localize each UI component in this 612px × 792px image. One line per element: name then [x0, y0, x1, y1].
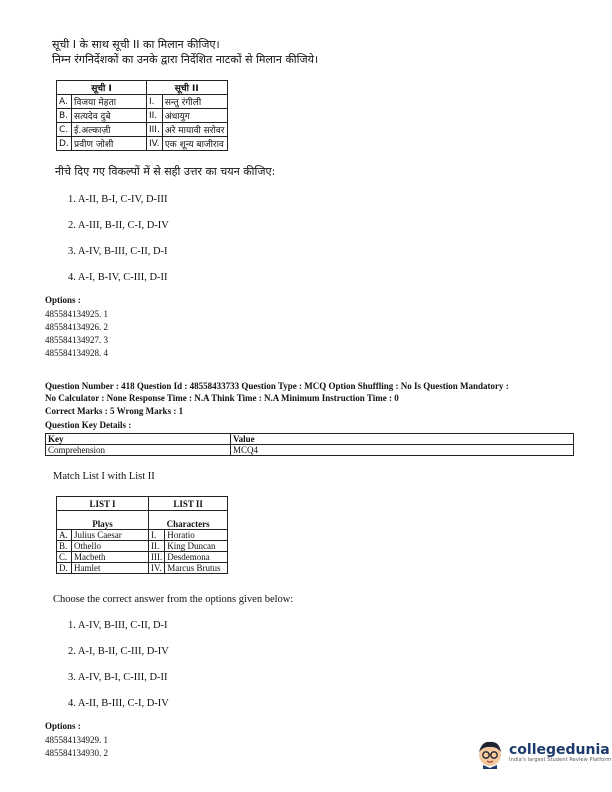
english-choice-1: 1. A-IV, B-III, C-II, D-I [68, 620, 168, 631]
table-row [57, 552, 228, 563]
row-code: A. [57, 95, 72, 109]
marks-line: Correct Marks : 5 Wrong Marks : 1 [45, 406, 184, 416]
list2-header: LIST II [149, 497, 228, 511]
table-header-row [46, 434, 574, 445]
key-value-table [45, 433, 574, 456]
key-cell: Comprehension [46, 445, 231, 456]
option-id: 485584134930. 2 [45, 748, 108, 758]
row-value: Horatio [165, 530, 228, 541]
list2-subheader: Characters [149, 511, 228, 530]
options-label: Options : [45, 721, 81, 731]
row-value: एक शून्य बाजीराव [162, 137, 227, 151]
collegedunia-logo [474, 737, 611, 769]
list2-header: सूची II [147, 81, 228, 95]
table-row [57, 137, 228, 151]
row-value: अरे मायावी सरोवर [162, 123, 227, 137]
value-header: Value [231, 434, 574, 445]
english-match-table [56, 496, 228, 574]
row-code: I. [149, 530, 165, 541]
row-value: सत्यदेव दुबे [72, 109, 147, 123]
row-value: Marcus Brutus [165, 563, 228, 574]
row-value: ई.अल्काज़ी [72, 123, 147, 137]
english-choice-2: 2. A-I, B-II, C-III, D-IV [68, 646, 169, 657]
table-subheader-row [57, 511, 228, 530]
option-id: 485584134925. 1 [45, 309, 108, 319]
row-value: King Duncan [165, 541, 228, 552]
table-row [57, 541, 228, 552]
option-id: 485584134927. 3 [45, 335, 108, 345]
row-code: II. [147, 109, 163, 123]
key-header: Key [46, 434, 231, 445]
option-id: 485584134926. 2 [45, 322, 108, 332]
hindi-choice-3: 3. A-IV, B-III, C-II, D-I [68, 246, 168, 257]
row-value: अंधायुग [162, 109, 227, 123]
english-instruction: Match List I with List II [53, 471, 155, 482]
english-choice-3: 3. A-IV, B-I, C-III, D-II [68, 672, 168, 683]
option-id: 485584134928. 4 [45, 348, 108, 358]
table-row [57, 530, 228, 541]
hindi-match-table [56, 80, 228, 151]
row-value: Macbeth [72, 552, 149, 563]
english-choice-4: 4. A-II, B-III, C-I, D-IV [68, 698, 169, 709]
hindi-choice-1: 1. A-II, B-I, C-IV, D-III [68, 194, 168, 205]
row-code: D. [57, 137, 72, 151]
table-header-row [57, 81, 228, 95]
table-header-row [57, 497, 228, 511]
key-details-label: Question Key Details : [45, 420, 132, 430]
table-row [46, 445, 574, 456]
row-code: B. [57, 541, 72, 552]
list1-header: LIST I [57, 497, 149, 511]
logo-name: collegedunia [509, 742, 610, 758]
table-row [57, 95, 228, 109]
english-choose-text: Choose the correct answer from the options given below: [53, 594, 294, 605]
value-cell: MCQ4 [231, 445, 574, 456]
row-code: C. [57, 552, 72, 563]
row-value: Desdemona [165, 552, 228, 563]
row-value: Othello [72, 541, 149, 552]
table-row [57, 123, 228, 137]
hindi-choose-text: नीचे दिए गए विकल्पों में से सही उत्तर का चयन कीजिए: [55, 165, 276, 178]
list1-header: सूची I [57, 81, 147, 95]
row-code: D. [57, 563, 72, 574]
row-code: III. [147, 123, 163, 137]
row-value: Julius Caesar [72, 530, 149, 541]
list1-subheader: Plays [57, 511, 149, 530]
table-row [57, 109, 228, 123]
row-code: III. [149, 552, 165, 563]
row-code: A. [57, 530, 72, 541]
options-label: Options : [45, 295, 81, 305]
hindi-choice-4: 4. A-I, B-IV, C-III, D-II [68, 272, 168, 283]
row-code: I. [147, 95, 163, 109]
row-value: सन्तु रंगीली [162, 95, 227, 109]
table-row [57, 563, 228, 574]
question-meta-line1: Question Number : 418 Question Id : 48558433733 Question Type : MCQ Option Shuffling : No Is Question Mandatory : [45, 381, 509, 391]
row-code: IV. [147, 137, 163, 151]
hindi-instruction-1: सूची I के साथ सूची II का मिलान कीजिए। [52, 38, 220, 51]
row-value: Hamlet [72, 563, 149, 574]
logo-tagline: India's largest Student Review Platform [509, 757, 612, 763]
row-code: IV. [149, 563, 165, 574]
row-code: C. [57, 123, 72, 137]
row-value: विजया मेहता [72, 95, 147, 109]
hindi-instruction-2: निम्न रंगनिर्देशकों का उनके द्वारा निर्देशित नाटकों से मिलान कीजिये। [52, 53, 319, 66]
hindi-choice-2: 2. A-III, B-II, C-I, D-IV [68, 220, 169, 231]
row-code: B. [57, 109, 72, 123]
option-id: 485584134929. 1 [45, 735, 108, 745]
row-code: II. [149, 541, 165, 552]
graduate-mascot-icon [474, 737, 506, 769]
question-meta-line2: No Calculator : None Response Time : N.A Think Time : N.A Minimum Instruction Time : 0 [45, 393, 399, 403]
row-value: प्रवीण जोशी [72, 137, 147, 151]
